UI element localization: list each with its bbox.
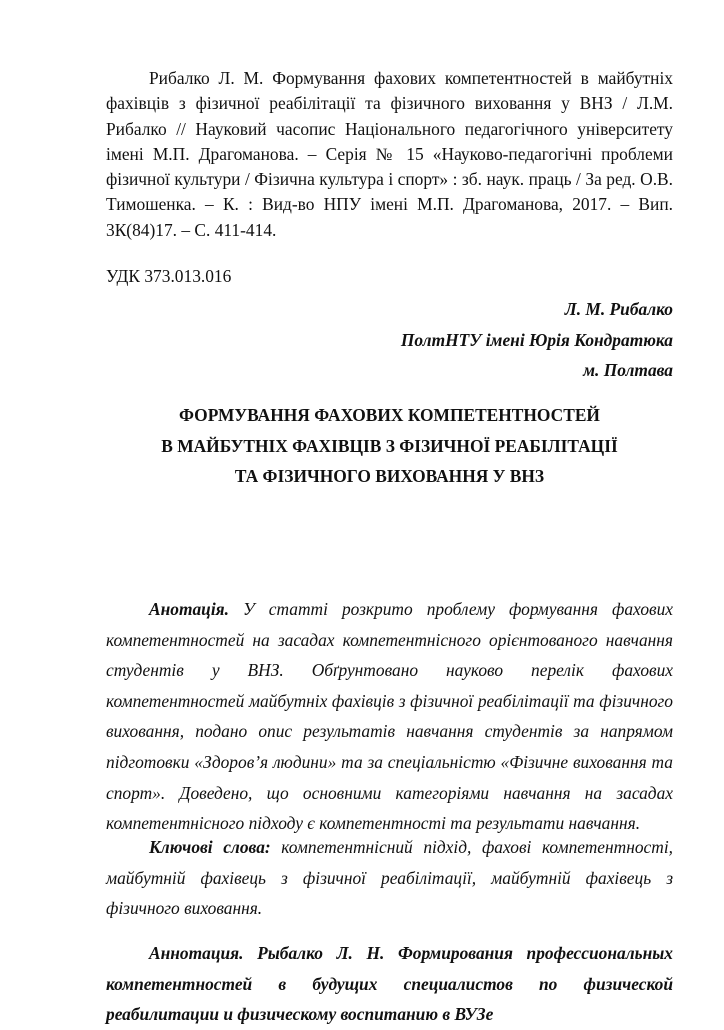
article-title [106, 400, 673, 492]
abstract-paragraph [106, 594, 673, 839]
author-block [401, 294, 673, 386]
document-page [106, 66, 673, 1025]
keywords-paragraph [106, 832, 673, 924]
title-line: ТА ФІЗИЧНОГО ВИХОВАННЯ У ВНЗ [234, 466, 545, 486]
abstract-label: Анотація. [149, 599, 229, 619]
title-line: ФОРМУВАННЯ ФАХОВИХ КОМПЕТЕНТНОСТЕЙ [179, 405, 600, 425]
keywords-text: компетентнісний підхід, фахові компетентності, майбутній фахівець з фізичної реабілітації, майбутній фахівець з фізичного виховання. [106, 837, 673, 919]
title-line: В МАЙБУТНІХ ФАХІВЦІВ З ФІЗИЧНОЇ РЕАБІЛІТАЦІЇ [161, 435, 618, 456]
udk-code: УДК 373.013.016 [106, 266, 232, 286]
keywords-label: Ключові слова: [149, 837, 271, 857]
author-name: Л. М. Рибалко [564, 299, 673, 319]
bibliographic-reference: Рибалко Л. М. Формування фахових компетентностей в майбутніх фахівців з фізичної реабілітації та фізичного виховання у ВНЗ / Л.М. Рибалко // Науковий часопис Національного педагогічного університету імені М.П. Драгоманова. – Серія № 15 «Науково-педагогічні проблеми фізичної культури / Фізична культура і спорт» : зб. наук. праць / За ред. О.В. Тимошенка. – К. : Вид-во НПУ імені М.П. Драгоманова, 2017. – Вип. 3К(84)17. – С. 411-414. [106, 68, 673, 240]
author-city: м. Полтава [583, 360, 673, 380]
author-affiliation: ПолтНТУ імені Юрія Кондратюка [400, 329, 673, 350]
russian-abstract: Аннотация. Рыбалко Л. Н. Формирования профессиональных компетентностей в будущих специалистов по физической реабилитации и физическому воспитанию в ВУЗе [106, 943, 673, 1025]
abstract-text: У статті розкрито проблему формування фахових компетентностей на засадах компетентнісного орієнтованого навчання студентів у ВНЗ. Обґрунтовано науково перелік фахових компетентностей майбутніх фахівців з фізичної реабілітації та фізичного виховання, подано опис результатів навчання студентів за напрямом підготовки «Здоров’я людини» та за спеціальністю «Фізичне виховання та спорт». Доведено, що основними категоріями навчання на засадах компетентнісного підходу є компетентності та результати навчання. [106, 599, 673, 834]
